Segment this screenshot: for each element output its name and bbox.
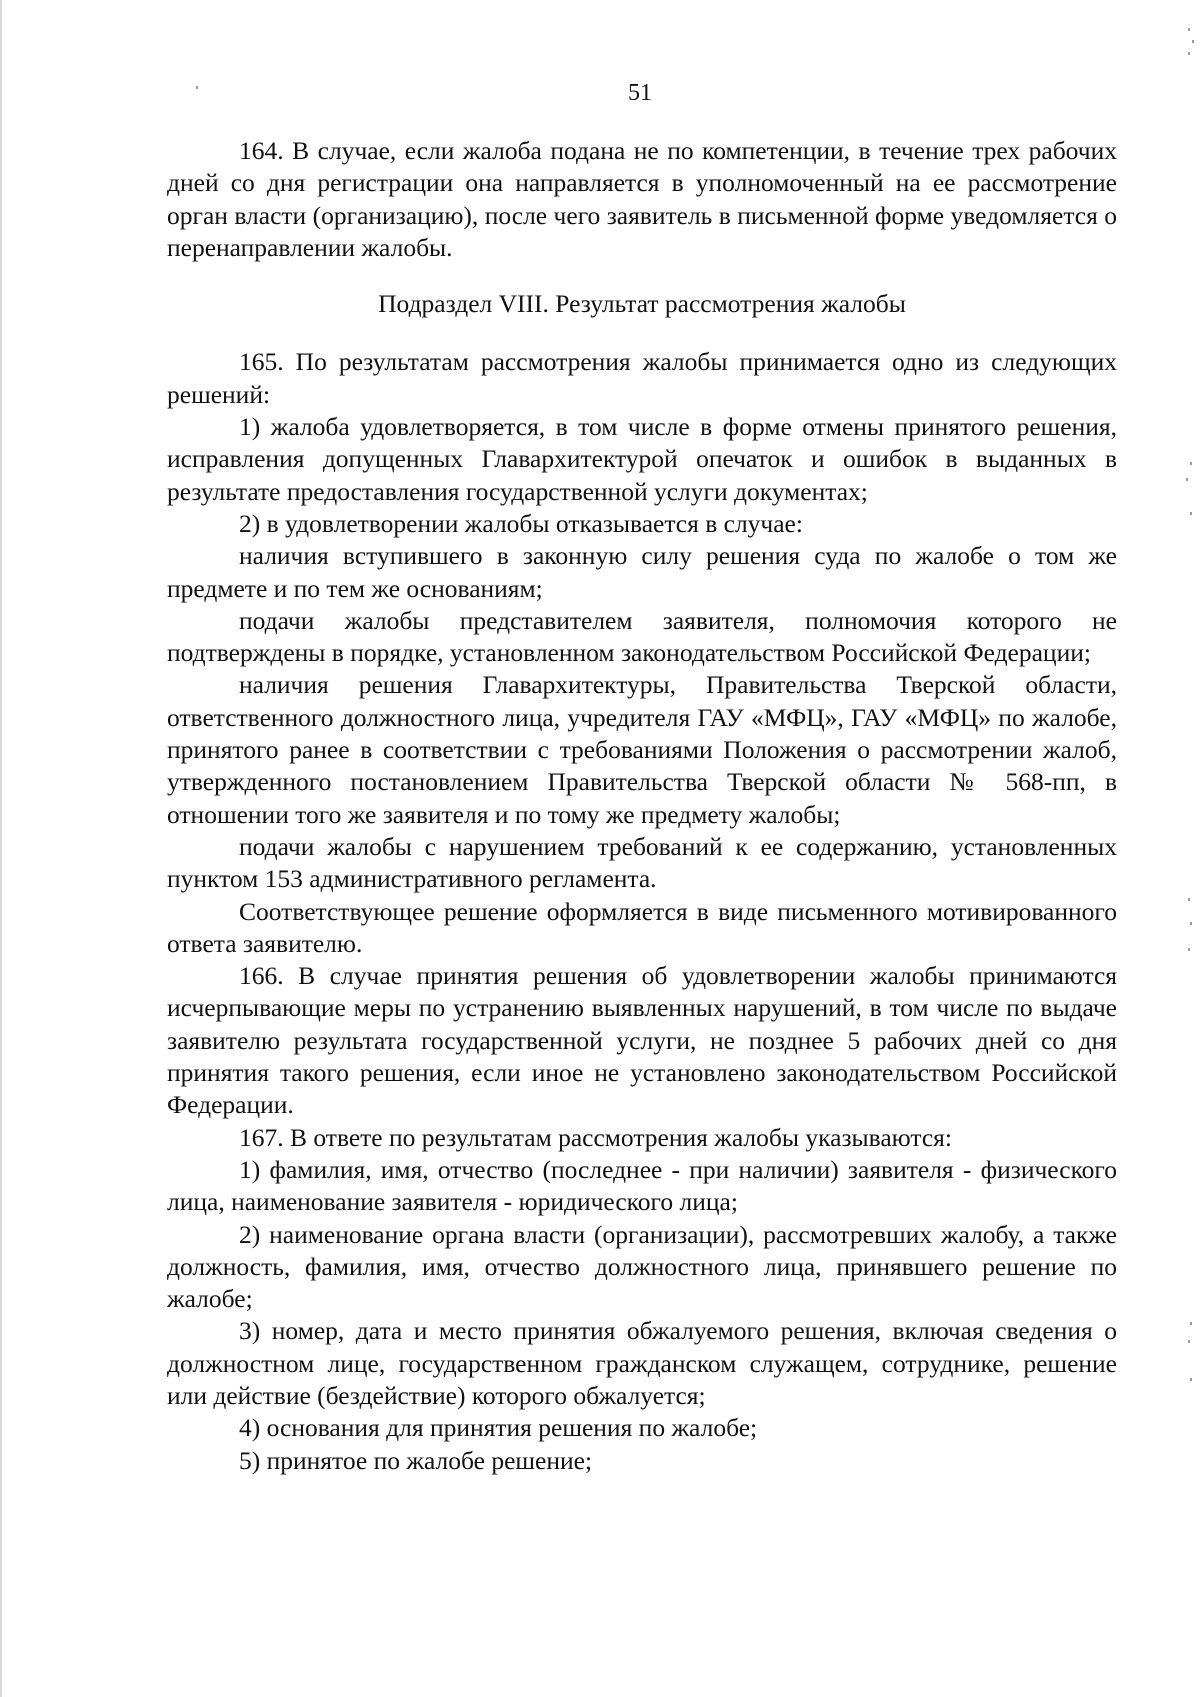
scan-speck (196, 86, 198, 89)
scan-speck (1188, 28, 1190, 31)
paragraph-167: 167. В ответе по результатам рассмотрения жалобы указываются: (239, 1122, 952, 1152)
scan-speck (1190, 512, 1192, 515)
page-number: 51 (628, 80, 652, 106)
list-item-167-4: 4) основания для принятия решения по жалобе; (239, 1413, 758, 1443)
paragraph-166: 166. В случае принятия решения об удовлетворении жалобы принимаются исчерпывающие меры по устранению выявленных нарушений, в том числе по выдаче заявителю результата государственной услуги, не позднее 5 рабочих дней со дня принятия такого решения, если иное не установлено законодательством Российской Федерации. (167, 961, 1117, 1120)
scan-speck (1190, 1322, 1192, 1325)
scan-speck (1190, 922, 1192, 925)
scan-speck (1190, 1378, 1192, 1381)
list-item-167-1: 1) фамилия, имя, отчество (последнее - при наличии) заявителя - физического лица, наименование заявителя - юридического лица; (167, 1154, 1117, 1217)
scan-left-edge (0, 0, 2, 1697)
refusal-ground-prior-decision: наличия решения Главархитектуры, Правительства Тверской области, ответственного должностного лица, учредителя ГАУ «МФЦ», ГАУ «МФЦ» по жалобе, принятого ранее в соответствии с требованиями Положения о рассмотрении жалоб, утвержденного постановлением Правительства Тверской области № 568-пп, в отношении того же заявителя и по тому же предмету жалобы; (167, 670, 1117, 829)
list-item-165-1: 1) жалоба удовлетворяется, в том числе в форме отмены принятого решения, исправления допущенных Главархитектурой опечаток и ошибок в выданных в результате предоставления государственной услуги документах; (167, 412, 1117, 506)
paragraph-165: 165. По результатам рассмотрения жалобы принимается одно из следующих решений: (167, 347, 1117, 409)
scan-speck (1188, 52, 1190, 55)
refusal-ground-requirements: подачи жалобы с нарушением требований к ее содержанию, установленных пунктом 153 административного регламента. (167, 831, 1117, 894)
scan-speck (1188, 898, 1190, 901)
list-item-167-2: 2) наименование органа власти (организации), рассмотревших жалобу, а также должность, фамилия, имя, отчество должностного лица, принявшего решение по жалобе; (167, 1219, 1117, 1314)
scan-speck (1190, 462, 1192, 465)
paragraph-decision-form: Соответствующее решение оформляется в виде письменного мотивированного ответа заявителю. (167, 896, 1117, 958)
scan-speck (1192, 40, 1194, 43)
scan-speck (1188, 1340, 1190, 1343)
subsection-heading: Подраздел VIII. Результат рассмотрения жалобы (378, 289, 906, 319)
list-item-165-2: 2) в удовлетворении жалобы отказывается в случае: (239, 508, 803, 538)
document-body (167, 135, 1117, 1477)
list-item-167-5: 5) принятое по жалобе решение; (239, 1445, 593, 1475)
refusal-ground-court: наличия вступившего в законную силу решения суда по жалобе о том же предмете и по тем же основаниям; (167, 541, 1117, 603)
refusal-ground-representative: подачи жалобы представителем заявителя, полномочия которого не подтверждены в порядке, установленном законодательством Российской Федерации; (167, 605, 1117, 668)
list-item-167-3: 3) номер, дата и место принятия обжалуемого решения, включая сведения о должностном лице, государственном гражданском служащем, сотруднике, решение или действие (бездействие) которого обжалуется; (167, 1316, 1117, 1410)
paragraph-164: 164. В случае, если жалоба подана не по компетенции, в течение трех рабочих дней со дня регистрации она направляется в уполномоченный на ее рассмотрение орган власти (организацию), после чего заявитель в письменной форме уведомляется о перенаправлении жалобы. (167, 136, 1117, 262)
scan-speck (1188, 948, 1190, 951)
scan-speck (1186, 478, 1188, 481)
